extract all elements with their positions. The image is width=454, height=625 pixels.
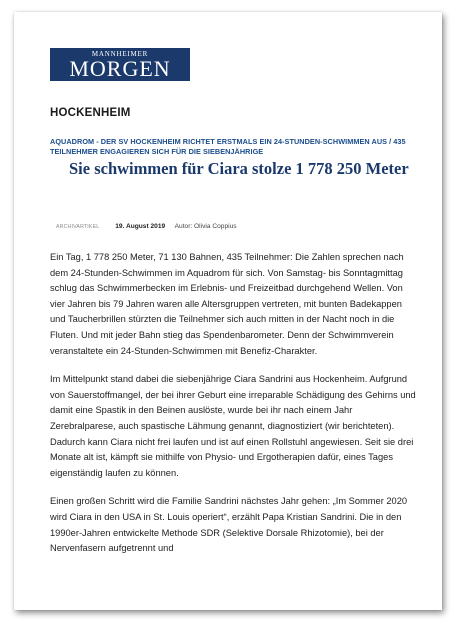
masthead-logo[interactable]: [50, 48, 190, 81]
section-label[interactable]: HOCKENHEIM: [50, 107, 131, 119]
archive-label: ARCHIVARTIKEL: [56, 224, 100, 230]
article-date: 19. August 2019: [115, 223, 166, 230]
masthead-top-text: MANNHEIMER: [91, 50, 149, 58]
article-kicker: AQUADROM - DER SV HOCKENHEIM RICHTET ERSTMALS EIN 24-STUNDEN-SCHWIMMEN AUS / 435 TEILNEHMER ENGAGIEREN SICH FÜR DIE SIEBENJÄHRIGE: [50, 137, 406, 156]
article-meta: [56, 223, 237, 230]
masthead-main-text: MORGEN: [69, 56, 171, 81]
article-paragraph-1: Ein Tag, 1 778 250 Meter, 71 130 Bahnen, 435 Teilnehmer: Die Zahlen sprechen nach dem 24-Stunden-Schwimmen im Aquadrom für sich. Von Samstag- bis Sonntagmittag schlug das Schwimmerbecken im Erlebnis- und Freizeitbad durchgehend Wellen. Von vier Jahren bis 79 Jahren waren alle Altersgruppen vertreten, mit bunten Badekappen und Taucherbrillen stürzten die Teilnehmer sich auch mitten in der Nacht noch in die Fluten. Und mit jeder Bahn stieg das Spendenbarometer. Denn der Schwimmverein veranstaltete ein 24-Stunden-Schwimmen mit Benefiz-Charakter.: [50, 252, 404, 356]
article-body: [50, 250, 418, 570]
article-author: Autor: Olivia Coppius: [174, 223, 237, 230]
article-page: [14, 12, 442, 610]
article-paragraph-3: Einen großen Schritt wird die Familie Sandrini nächstes Jahr gehen: „Im Sommer 2020 wird Ciara in den USA in St. Louis operiert“, erzählt Papa Kristian Sandrini. Die in den 1990er-Jahren entwickelte Methode SDR (Selektive Dorsale Rhizotomie), bei der Nervenfasern aufgetrennt und: [50, 496, 408, 554]
article-headline: Sie schwimmen für Ciara stolze 1 778 250 Meter: [69, 159, 409, 178]
article-paragraph-2: Im Mittelpunkt stand dabei die siebenjährige Ciara Sandrini aus Hockenheim. Aufgrund von Sauerstoffmangel, der bei ihrer Geburt eine irreparable Schädigung des Gehirns und damit eine Spastik in den Beinen auslöste, wurde bei ihr nach einem Jahr Zerebralparese, auch spastische Lähmung genannt, diagnostiziert (wir berichteten). Dadurch kann Ciara nicht frei laufen und ist auf einen Rollstuhl angewiesen. Seit sie drei Monate alt ist, kämpft sie mithilfe von Physio- und Ergotherapien dafür, eines Tages eigenständig laufen zu können.: [50, 374, 416, 478]
